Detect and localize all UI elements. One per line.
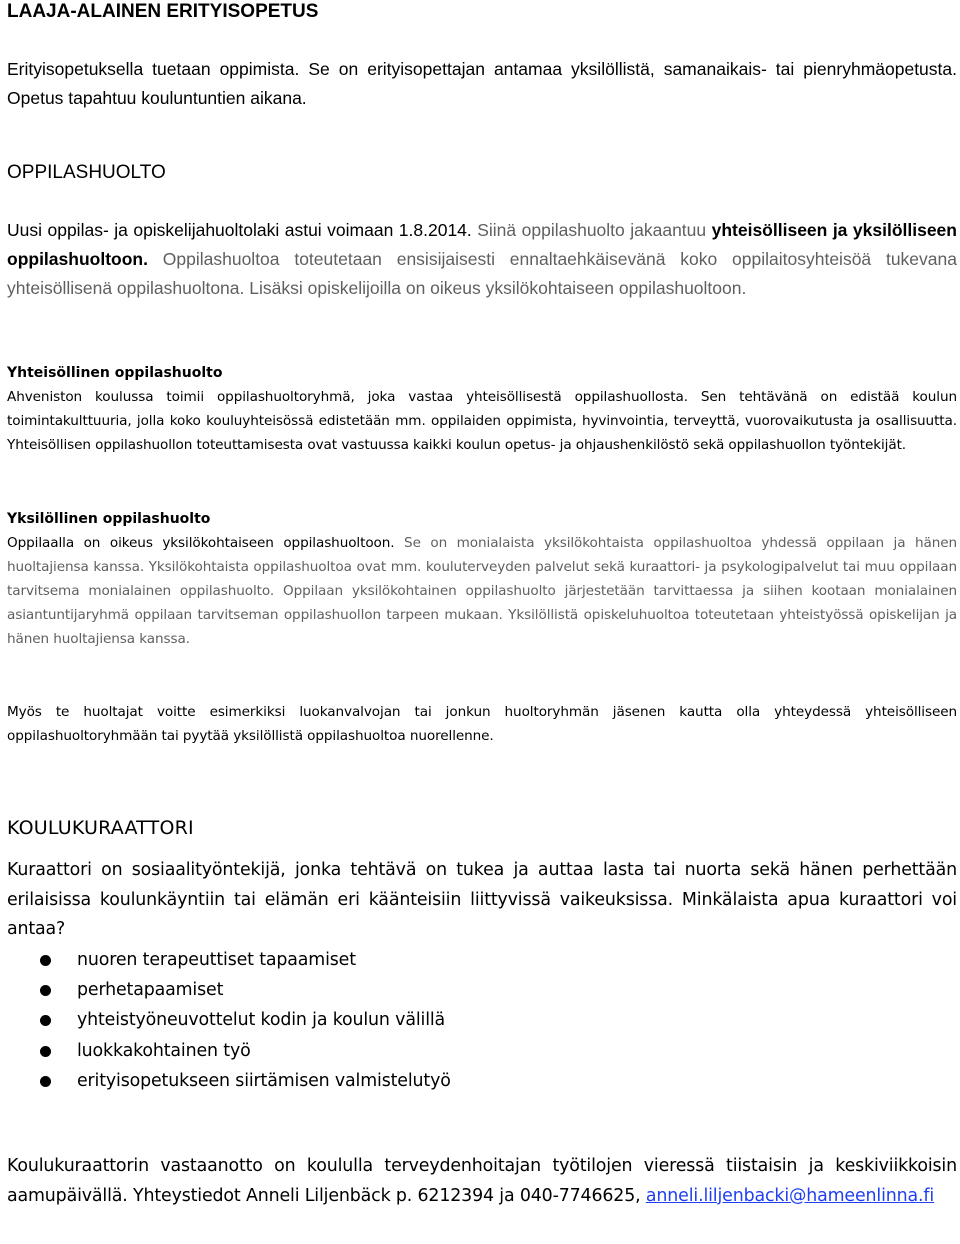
- myos-paragraph: Myös te huoltajat voitte esimerkiksi luokanvalvojan tai jonkun huoltoryhmän jäsenen kautta olla yhteydessä yhteisölliseen oppilashuoltoryhmään tai pyytää yksilöllistä oppilashuoltoa nuorellenne.: [7, 704, 957, 744]
- yksilollinen-text-dark: Oppilaalla on oikeus yksilökohtaiseen oppilashuoltoon.: [7, 535, 395, 551]
- bullet-icon: [40, 1046, 51, 1057]
- erityisopetus-paragraph: Erityisopetuksella tuetaan oppimista. Se on erityisopettajan antamaa yksilöllistä, samanaikais- tai pienryhmäopetusta. Opetus tapahtuu kouluntuntien aikana.: [7, 59, 957, 108]
- list-item: [7, 1005, 957, 1035]
- kuraattori-heading: KOULUKURAATTORI: [7, 816, 194, 839]
- list-item-text: nuoren terapeuttiset tapaamiset: [77, 950, 356, 970]
- kuraattori-body: [7, 856, 957, 945]
- vastaanotto-text: Koulukuraattorin vastaanotto on koululla terveydenhoitajan työtilojen vieressä tiistaisin ja keskiviikkoisin aamupäivällä. Yhteystiedot Anneli Liljenbäck p. 6212394 ja 040-7746625,: [7, 1156, 957, 1206]
- kuraattori-list-block: [7, 945, 957, 1096]
- bullet-icon: [40, 1015, 51, 1026]
- oppilashuolto-intro: [7, 216, 957, 303]
- bullet-icon: [40, 955, 51, 966]
- yksilollinen-section: [7, 507, 957, 651]
- bullet-icon: [40, 1076, 51, 1087]
- yhteisollinen-title: Yhteisöllinen oppilashuolto: [7, 365, 223, 381]
- list-item: [7, 1066, 957, 1096]
- bullet-icon: [40, 985, 51, 996]
- oppilashuolto-heading: OPPILASHUOLTO: [7, 162, 166, 183]
- list-item: [7, 945, 957, 975]
- erityisopetus-body: [7, 55, 957, 113]
- yhteisollinen-section: [7, 361, 957, 457]
- list-item-text: erityisopetukseen siirtämisen valmistelutyö: [77, 1070, 451, 1091]
- intro-gray-text-1: Siinä oppilashuolto jakaantuu: [471, 220, 712, 240]
- kuraattori-services-list: [7, 945, 957, 1096]
- vastaanotto-paragraph: [7, 1152, 957, 1211]
- yksilollinen-text-gray: Se on monialaista yksilökohtaista oppilashuoltoa yhdessä oppilaan ja hänen huoltajiensa kanssa. Yksilökohtaista oppilashuoltoa ovat mm. kouluterveyden palvelut sekä kuraattori- ja psykologipalvelut tai muu oppilaan tarvitsema monialainen oppilashuolto. Oppilaan yksilökohtainen oppilashuolto järjestetään tarvittaessa ja siihen kootaan monialainen asiantuntijaryhmä oppilaan tarvitseman oppilashuollon tarpeen mukaan. Yksilöllistä opiskeluhuoltoa toteutetaan yhteistyössä opiskelijan ja hänen huoltajiensa kanssa.: [7, 535, 958, 647]
- list-item: [7, 975, 957, 1005]
- intro-gray-text-2: Oppilashuoltoa toteutetaan ensisijaisesti ennaltaehkäisevänä koko oppilaitosyhteisöä tukevana yhteisöllisenä oppilashuoltona. Lisäksi opiskelijoilla on oikeus yksilökohtaiseen oppilashuoltoon.: [7, 249, 957, 298]
- kuraattori-section: [7, 803, 957, 852]
- erityisopetus-heading: LAAJA-ALAINEN ERITYISOPETUS: [7, 1, 319, 22]
- vastaanotto-block: [7, 1152, 957, 1211]
- myos-section: [7, 700, 957, 748]
- list-item-text: yhteistyöneuvottelut kodin ja koulun välillä: [77, 1010, 446, 1031]
- email-link[interactable]: anneli.liljenbacki@hameenlinna.fi: [645, 1185, 935, 1206]
- list-item-text: perhetapaamiset: [77, 980, 224, 1001]
- list-item-text: luokkakohtainen työ: [77, 1040, 251, 1061]
- intro-plain-text: Uusi oppilas- ja opiskelijahuoltolaki astui voimaan 1.8.2014.: [7, 220, 472, 240]
- yksilollinen-title: Yksilöllinen oppilashuolto: [7, 511, 211, 527]
- yksilollinen-text: [7, 531, 957, 651]
- yhteisollinen-text: Ahveniston koulussa toimii oppilashuoltoryhmä, joka vastaa yhteisöllisestä oppilashuollosta. Sen tehtävänä on edistää koulun toimintakulttuuria, jolla koko kouluyhteisössä edistetään mm. oppilaiden oppimista, hyvinvointia, terveyttä, vuorovaikutusta ja osallisuutta. Yhteisöllisen oppilashuollon toteuttamisesta ovat vastuussa kaikki koulun opetus- ja ohjaushenkilöstö sekä oppilashuollon työntekijät.: [7, 389, 957, 453]
- list-item: [7, 1036, 957, 1066]
- intro-bold-text: yhteisölliseen ja yksilölliseen oppilashuoltoon.: [7, 220, 957, 269]
- oppilashuolto-intro-block: [7, 216, 957, 303]
- erityisopetus-section: [7, 0, 957, 24]
- kuraattori-intro: Kuraattori on sosiaalityöntekijä, jonka tehtävä on tukea ja auttaa lasta tai nuorta sekä hänen perhettään erilaisissa koulunkäyntiin tai elämän eri käänteisiin liittyvissä vaikeuksissa. Minkälaista apua kuraattori voi antaa?: [7, 860, 957, 939]
- oppilashuolto-section: [7, 161, 957, 185]
